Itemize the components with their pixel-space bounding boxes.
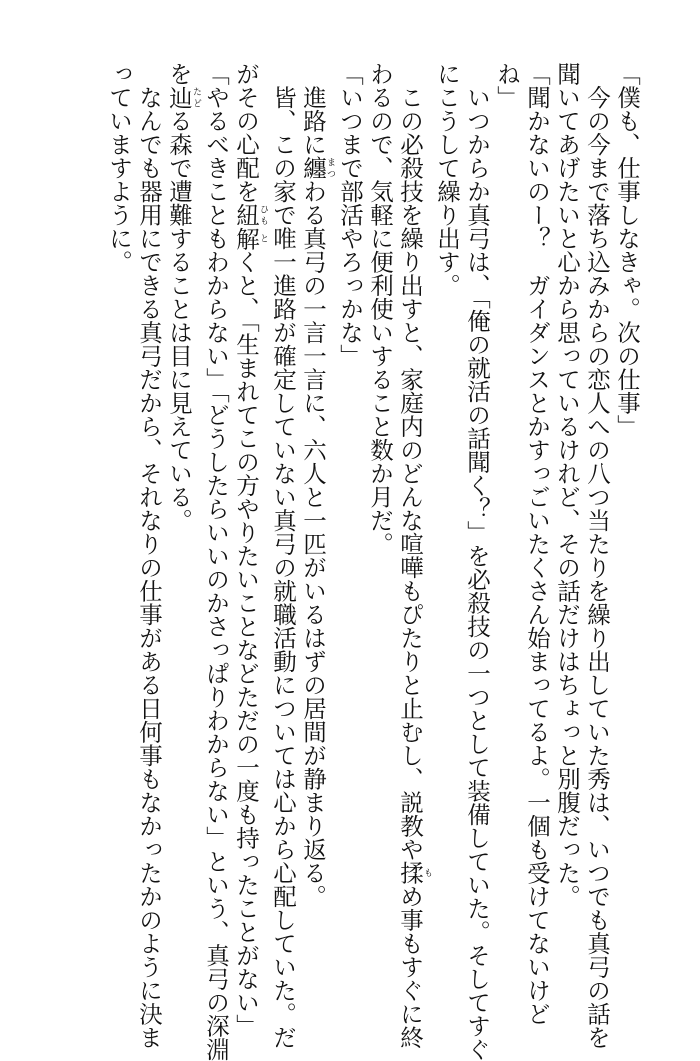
text-line: を辿たどる森で遭難することは目に見えている。 — [165, 62, 201, 532]
text-line: にこうして繰り出す。 — [433, 62, 461, 297]
text-line: っていますように。 — [105, 62, 133, 274]
text-line: 皆、この家で唯一進路が確定していない真弓の就職活動については心から心配していた。だ — [269, 62, 297, 1049]
text-line: この必殺技を繰り出すと、家庭内のどんな喧嘩もぴたりと止むし、説教や揉もめ事もすぐに終 — [396, 62, 432, 1049]
furigana-ruby: 纏まつ — [299, 156, 335, 180]
text-line: いつからか真弓は、「俺の就活の話聞く？」を必殺技の一つとして装備していた。そしてすぐ — [463, 62, 491, 1061]
text-line: がその心配を紐ひも解とくと、「生まれてこの方やりたいことなどただの一度も持ったことがない」 — [232, 62, 268, 1038]
furigana-ruby: 解と — [232, 226, 268, 250]
vertical-text-body — [104, 62, 642, 1061]
text-line: 「聞かないのー？ ガイダンスとかすっごいたくさん始まってるよ。一個も受けてないけど — [523, 62, 551, 1026]
text-line: 「やるべきこともわからない」「どうしたらいいのかさっぱりわからない」という、真弓の深淵 — [202, 62, 230, 1061]
furigana-reading: まつ — [325, 156, 335, 180]
text-line: 聞いてあげたいと心から思っているけれど、その話だけはちょっと別腹だった。 — [553, 62, 581, 908]
furigana-ruby: 紐ひも — [232, 203, 268, 227]
text-line: なんでも器用にできる真弓だから、それなりの仕事がある日何事もなかったかのように決ま — [135, 62, 163, 1049]
text-line: 今の今まで落ち込みからの恋人への八つ当たりを繰り出していた秀は、いつでも真弓の話を — [583, 62, 611, 1049]
furigana-ruby: 辿たど — [165, 85, 201, 109]
furigana-reading: たど — [191, 85, 201, 109]
furigana-reading: と — [258, 226, 268, 250]
furigana-reading: も — [422, 861, 432, 885]
furigana-ruby: 揉も — [396, 861, 432, 885]
text-line: 「僕も、仕事しなきゃ。次の仕事」 — [613, 62, 641, 438]
text-line: 進路に纏まつわる真弓の一言一言に、六人と一匹がいるはずの居間が静まり返る。 — [299, 62, 335, 908]
text-line: わるので、気軽に便利使いすること数か月だ。 — [366, 62, 394, 556]
text-line: ね」 — [493, 62, 521, 109]
furigana-reading: ひも — [258, 203, 268, 227]
text-line: 「いつまで部活やろっかな」 — [336, 62, 364, 368]
